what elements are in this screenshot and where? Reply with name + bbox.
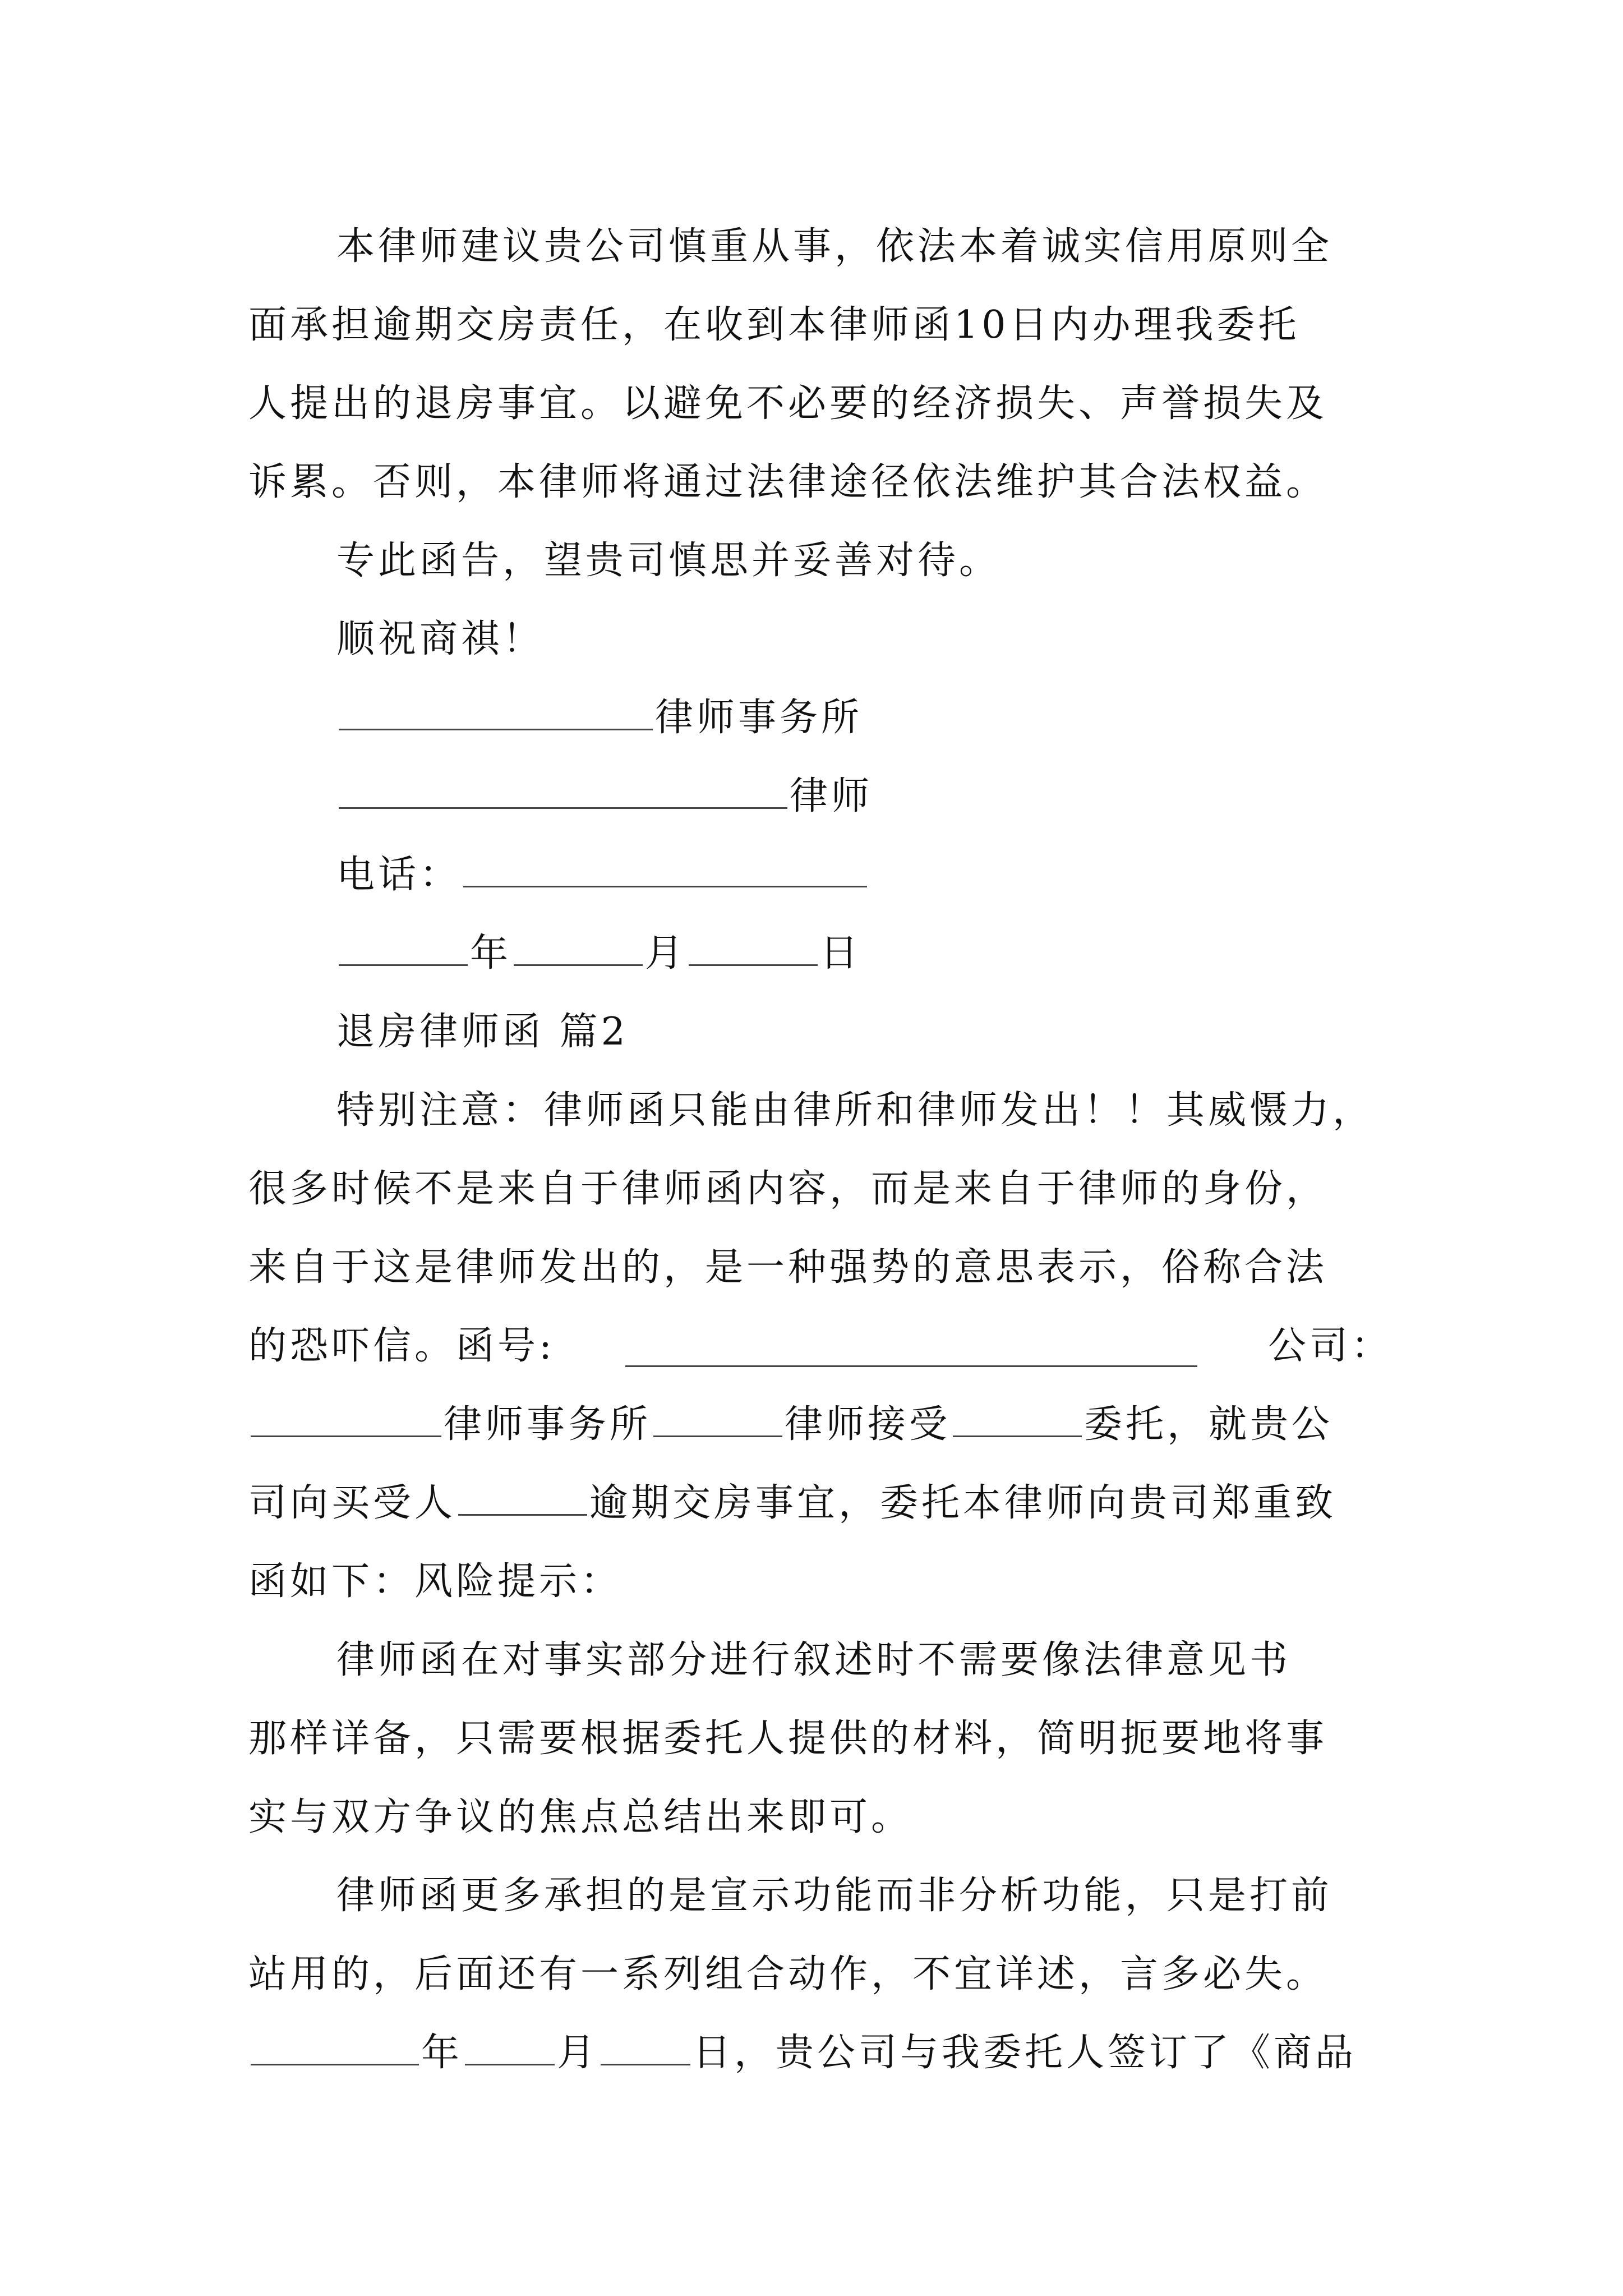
contract-month-label: 月 (557, 2031, 599, 2075)
paragraph-1-line-4: 诉累。否则，本律师将通过法律途径依法维护其合法权益。 (248, 460, 1328, 504)
paragraph-2-line-5 (248, 1391, 1393, 1458)
paragraph-3-line-1: 律师函在对事实部分进行叙述时不需要像法律意见书 (336, 1638, 1292, 1682)
delay-text: 逾期交房事宜，委托本律师向贵司郑重致 (589, 1481, 1337, 1525)
contract-rest-text: 日，贵公司与我委托人签订了《商品 (693, 2031, 1357, 2075)
paragraph-3-line-2: 那样详备，只需要根据委托人提供的材料，简明扼要地将事 (248, 1717, 1328, 1761)
paragraph-1-line-3: 人提出的退房事宜。以避免不必要的经济损失、声誉损失及 (248, 381, 1328, 426)
paragraph-1-line-2: 面承担逾期交房责任，在收到本律师函10日内办理我委托 (248, 303, 1300, 347)
contract-day-blank (601, 2024, 690, 2065)
signature-lawyer-line (336, 763, 1481, 830)
contract-year-label: 年 (421, 2031, 463, 2075)
paragraph-4-line-3 (248, 2019, 1393, 2087)
paragraph-2-line-2: 很多时候不是来自于律师函内容，而是来自于律师的身份， (248, 1167, 1328, 1211)
buyer-text: 司向买受人 (248, 1481, 457, 1525)
section-title: 退房律师函 篇2 (336, 1010, 629, 1054)
day-blank (689, 925, 818, 966)
paragraph-2-line-1: 特别注意：律师函只能由律所和律师发出！！其威慑力， (336, 1088, 1375, 1133)
firm-text-2: 律师事务所 (444, 1402, 652, 1447)
paragraph-2-line-3: 来自于这是律师发出的，是一种强势的意思表示，俗称合法 (248, 1245, 1328, 1290)
signature-date-line (336, 920, 1481, 987)
closing-line-2: 顺祝商祺！ (336, 617, 545, 661)
lawyer-blank-2 (653, 1396, 782, 1437)
paragraph-1-line-1: 本律师建议贵公司慎重从事，依法本着诚实信用原则全 (336, 224, 1333, 269)
lawyer-accepts-text: 律师接受 (785, 1402, 951, 1447)
buyer-blank (458, 1475, 587, 1516)
month-blank (514, 925, 643, 966)
paragraph-4-line-1: 律师函更多承担的是宣示功能而非分析功能，只是打前 (336, 1874, 1333, 1918)
paragraph-2-line-7: 函如下：风险提示： (248, 1559, 623, 1604)
lawyer-name-blank (339, 768, 787, 809)
paragraph-2-line-6 (248, 1470, 1393, 1537)
phone-label: 电话： (336, 853, 462, 897)
company-label: 公司： (1267, 1324, 1393, 1368)
firm-suffix: 律师事务所 (655, 696, 863, 740)
letter-number-label: 的恐吓信。函号: (248, 1324, 555, 1368)
year-blank (339, 925, 468, 966)
contract-year-blank (251, 2024, 419, 2065)
month-label: 月 (645, 931, 687, 976)
signature-firm-line (336, 684, 1481, 752)
paragraph-3-line-3: 实与双方争议的焦点总结出来即可。 (248, 1795, 913, 1839)
day-label: 日 (820, 931, 862, 976)
year-label: 年 (470, 931, 512, 976)
contract-month-blank (465, 2024, 555, 2065)
firm-blank-2 (251, 1396, 441, 1437)
lawyer-suffix: 律师 (790, 774, 873, 818)
entrust-text: 委托，就贵公 (1084, 1402, 1334, 1447)
phone-blank (463, 846, 867, 887)
paragraph-2-line-4 (248, 1313, 1393, 1380)
firm-name-blank (339, 689, 653, 730)
paragraph-4-line-2: 站用的，后面还有一系列组合动作，不宜详述，言多必失。 (248, 1952, 1328, 1996)
letter-number-blank (625, 1326, 1197, 1367)
closing-line-1: 专此函告，望贵司慎思并妥善对待。 (336, 539, 1001, 583)
client-blank (953, 1396, 1082, 1437)
signature-phone-line (336, 841, 1481, 909)
